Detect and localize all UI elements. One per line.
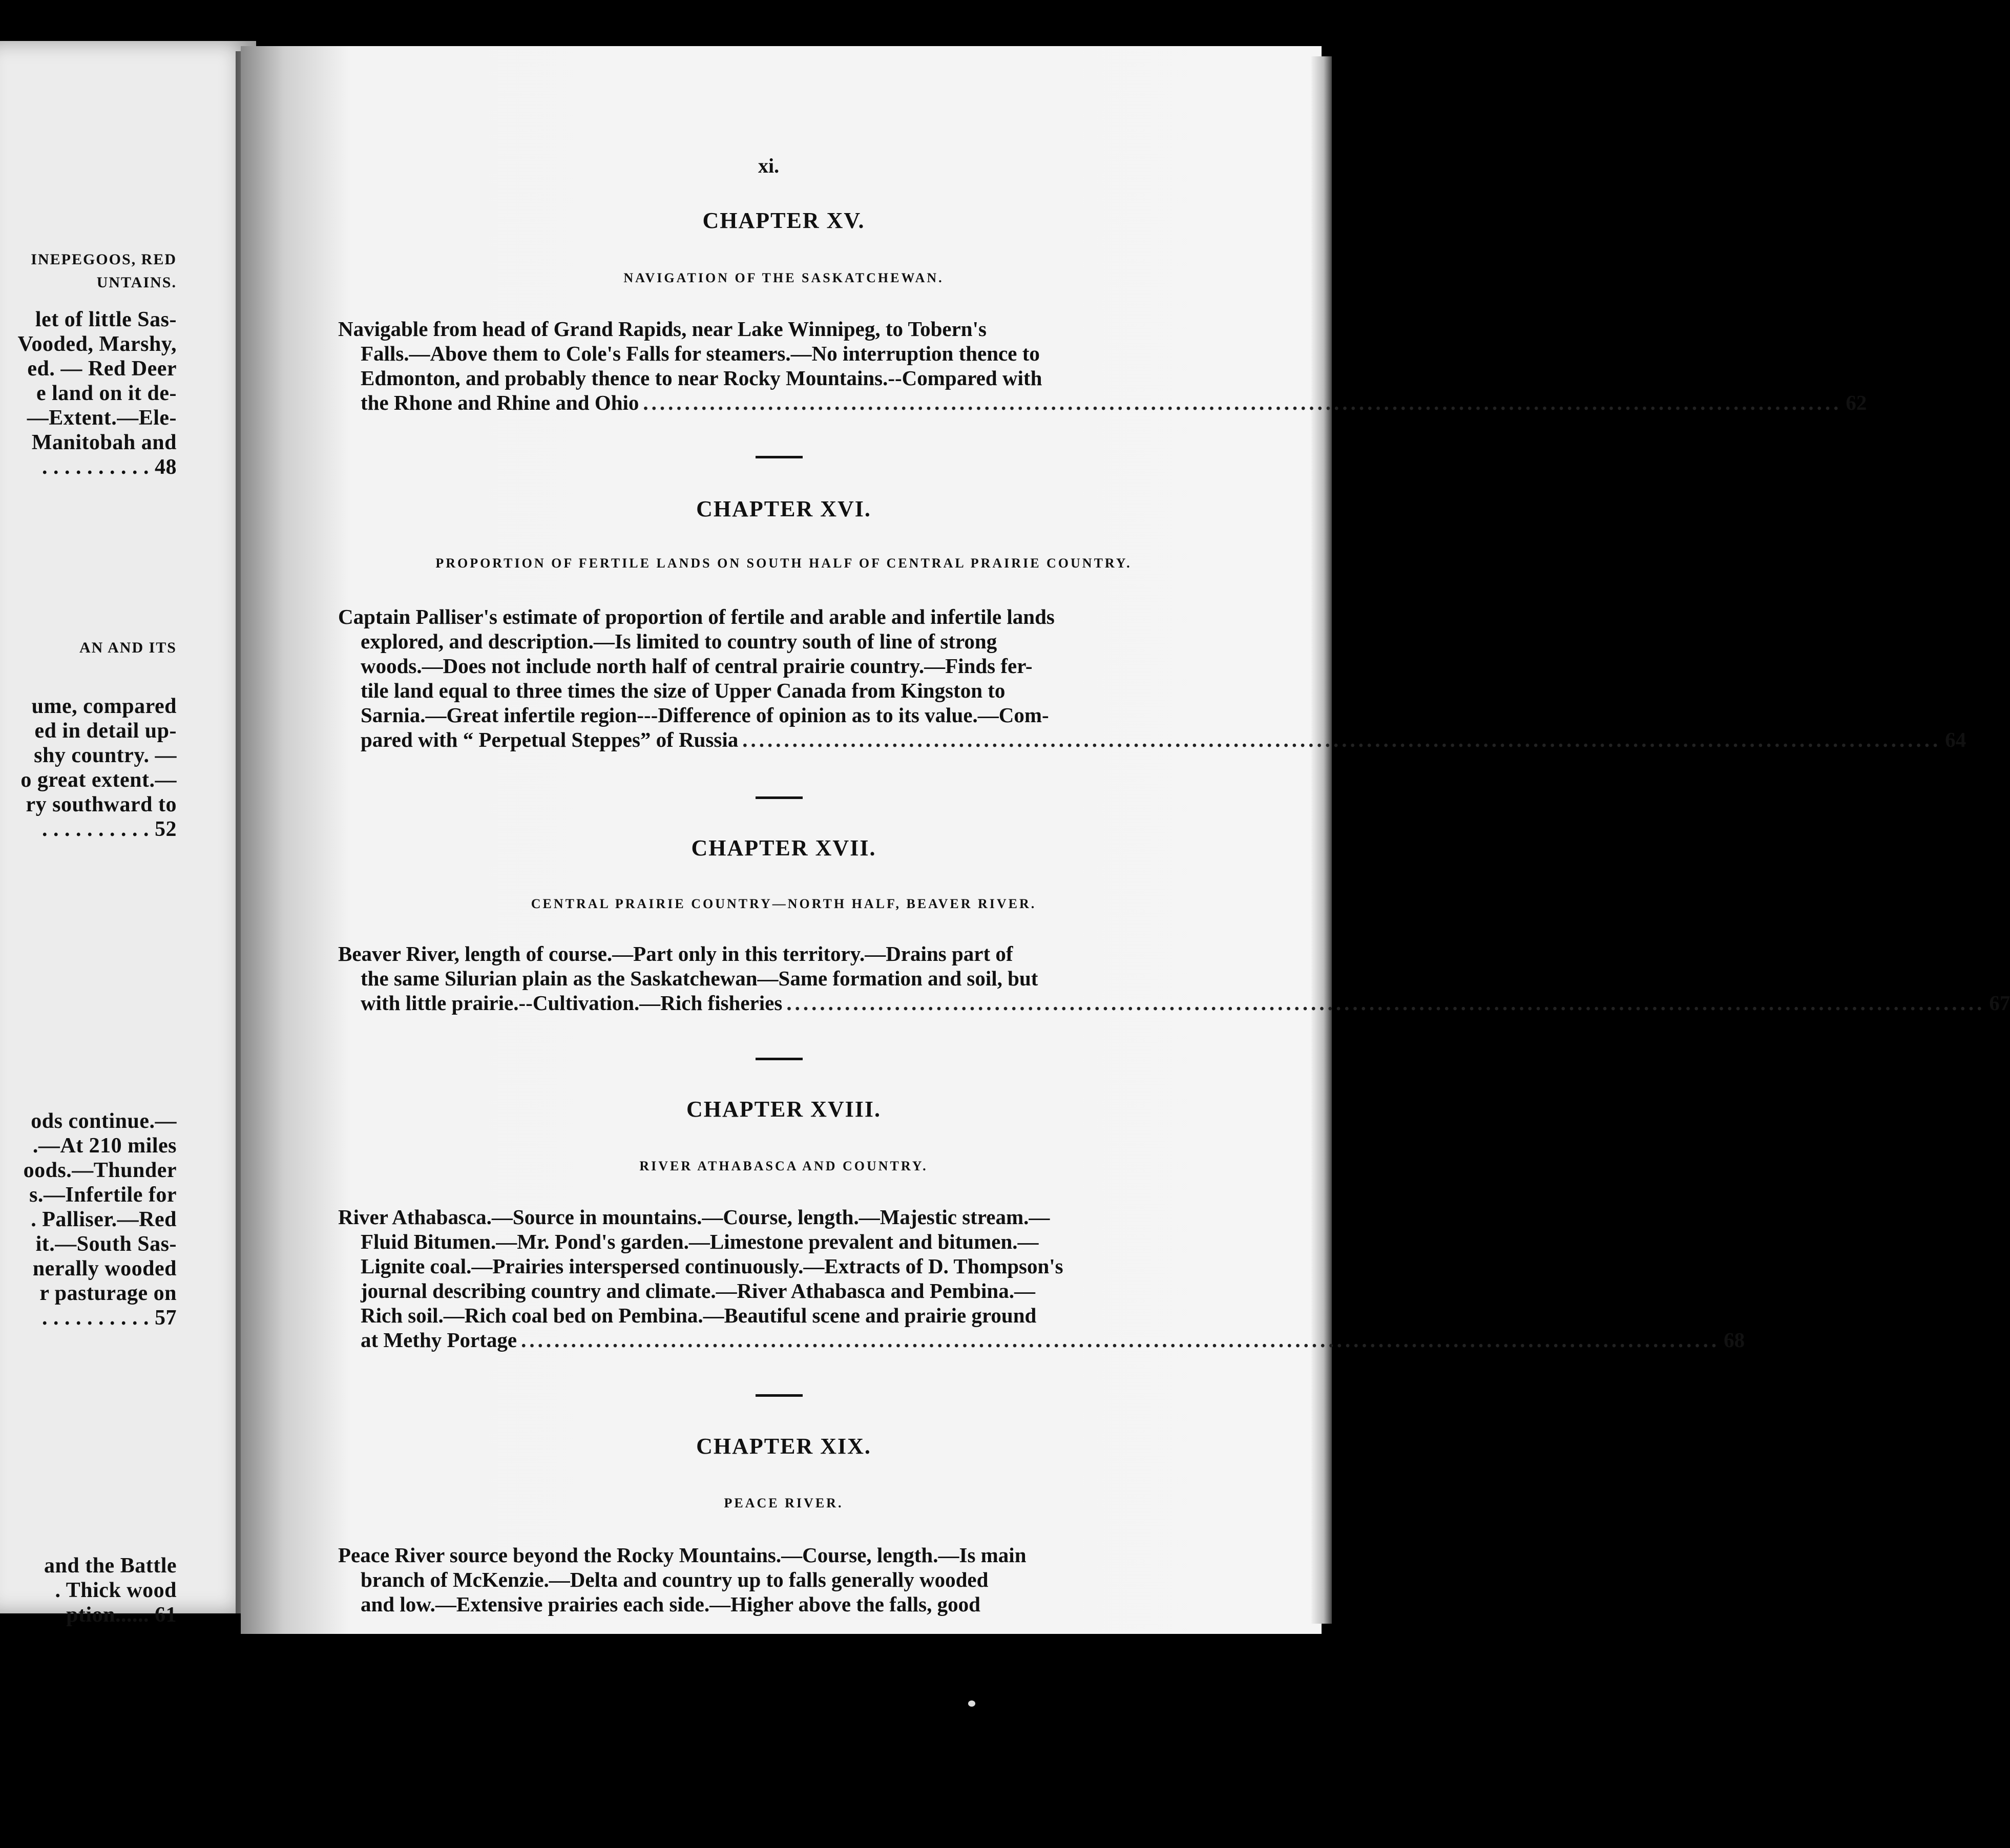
chapter-subtitle: RIVER ATHABASCA AND COUNTRY.: [639, 1159, 928, 1173]
left-page-line: ed. — Red Deer: [27, 357, 177, 381]
chapter-summary: [338, 1205, 1745, 1352]
left-page-line: and the Battle: [44, 1554, 177, 1578]
summary-line: at Methy Portage: [361, 1328, 517, 1352]
left-page-line: UNTAINS.: [96, 274, 177, 291]
chapter-summary: [338, 1543, 1229, 1616]
summary-line: Lignite coal.—Prairies interspersed continuously.—Extracts of D. Thompson's: [361, 1254, 1063, 1278]
left-page-line: ry southward to: [26, 793, 177, 816]
summary-line: Edmonton, and probably thence to near Rocky Mountains.--Compared with: [361, 366, 1042, 390]
summary-line: tile land equal to three times the size of Upper Canada from Kingston to: [361, 679, 1006, 702]
leader-dots: [738, 727, 1945, 752]
page-reference: 64: [1945, 728, 1966, 751]
leader-dots: [639, 390, 1846, 415]
left-page-line: s.—Infertile for: [29, 1183, 177, 1207]
summary-line: and low.—Extensive prairies each side.—Higher above the falls, good: [361, 1592, 980, 1616]
chapter-title: CHAPTER XV.: [702, 208, 865, 233]
chapter-summary: [338, 941, 2010, 1015]
chapter-title: CHAPTER XVIII.: [686, 1097, 882, 1122]
left-page-line: . Palliser.—Red: [31, 1208, 177, 1231]
chapter-title: CHAPTER XVI.: [696, 496, 871, 521]
left-page-line: . . . . . . . . . . 52: [42, 817, 177, 841]
chapter-summary: [338, 317, 1867, 415]
summary-line: Captain Palliser's estimate of proportion of fertile and arable and infertile lands: [338, 605, 1055, 628]
section-rule: [756, 796, 803, 799]
left-page-line: it.—South Sas-: [35, 1232, 177, 1256]
section-rule: [756, 1058, 803, 1060]
summary-last-line: [338, 991, 2010, 1015]
left-page-line: ed in detail up-: [34, 719, 177, 743]
summary-last-line: [338, 727, 1966, 752]
summary-line: woods.—Does not include north half of central prairie country.—Finds fer-: [361, 654, 1033, 678]
chapter-subtitle: PROPORTION OF FERTILE LANDS ON SOUTH HALF OF CENTRAL PRAIRIE COUNTRY.: [435, 556, 1132, 571]
left-page-line: INEPEGOOS, RED: [31, 251, 177, 268]
summary-line: the same Silurian plain as the Saskatchewan—Same formation and soil, but: [361, 967, 1038, 990]
left-page-line: ume, compared: [31, 695, 177, 718]
summary-line: Peace River source beyond the Rocky Mountains.—Course, length.—Is main: [338, 1543, 1027, 1567]
previous-page: [0, 41, 256, 1627]
leader-dots: [782, 991, 1989, 1015]
summary-line: Navigable from head of Grand Rapids, near Lake Winnipeg, to Tobern's: [338, 317, 987, 341]
summary-line: Fluid Bitumen.—Mr. Pond's garden.—Limestone prevalent and bitumen.—: [361, 1230, 1039, 1253]
scan-speck: [968, 1700, 975, 1707]
left-page-line: Vooded, Marshy,: [17, 332, 177, 356]
chapter-subtitle: CENTRAL PRAIRIE COUNTRY—NORTH HALF, BEAVER RIVER.: [531, 896, 1037, 911]
page-reference: 68: [1724, 1328, 1745, 1352]
left-page-line: AN AND ITS: [79, 639, 177, 656]
left-page-line: e land on it de-: [36, 382, 177, 405]
summary-line: journal describing country and climate.—River Athabasca and Pembina.—: [361, 1279, 1035, 1303]
left-page-line: o great extent.—: [20, 768, 177, 792]
summary-line: River Athabasca.—Source in mountains.—Course, length.—Majestic stream.—: [338, 1205, 1050, 1229]
summary-last-line: [338, 1328, 1745, 1352]
left-page-line: shy country. —: [34, 744, 177, 767]
left-page-line: . . . . . . . . . . 48: [42, 455, 177, 479]
summary-line: pared with “ Perpetual Steppes” of Russia: [361, 728, 739, 751]
chapter-subtitle: PEACE RIVER.: [724, 1496, 844, 1510]
left-page-line: . . . . . . . . . . 57: [42, 1306, 177, 1330]
left-page-line: Manitobah and: [31, 431, 177, 454]
left-page-line: r pasturage on: [39, 1282, 177, 1305]
summary-line: Falls.—Above them to Cole's Falls for steamers.—No interruption thence to: [361, 342, 1040, 365]
summary-line: Rich soil.—Rich coal bed on Pembina.—Beautiful scene and prairie ground: [361, 1304, 1037, 1327]
summary-line: branch of McKenzie.—Delta and country up to falls generally wooded: [361, 1568, 989, 1591]
left-page-line: . Thick wood: [55, 1579, 177, 1602]
left-page-line: ption...... 61: [66, 1603, 177, 1627]
left-page-line: ods continue.—: [31, 1109, 177, 1133]
left-page-line: let of little Sas-: [35, 308, 177, 331]
leader-dots: [517, 1328, 1724, 1352]
page-reference: 62: [1846, 391, 1867, 414]
left-page-line: oods.—Thunder: [23, 1159, 177, 1182]
left-page-line: .—At 210 miles: [32, 1134, 177, 1158]
summary-line: with little prairie.--Cultivation.—Rich fisheries: [361, 991, 783, 1015]
chapter-subtitle: NAVIGATION OF THE SASKATCHEWAN.: [623, 270, 944, 285]
summary-last-line: [338, 390, 1867, 415]
summary-line: explored, and description.—Is limited to country south of line of strong: [361, 629, 997, 653]
page-reference: 67: [1989, 991, 2010, 1015]
left-page-line: nerally wooded: [32, 1257, 177, 1280]
summary-line: Beaver River, length of course.—Part only in this territory.—Drains part of: [338, 942, 1013, 965]
chapter-summary: [338, 604, 1966, 752]
chapter-title: CHAPTER XIX.: [696, 1434, 871, 1459]
summary-line: the Rhone and Rhine and Ohio: [361, 391, 639, 414]
page-number: xi.: [758, 154, 780, 177]
section-rule: [756, 456, 803, 458]
summary-line: Sarnia.—Great infertile region---Difference of opinion as to its value.—Com-: [361, 703, 1049, 727]
page-edge: [1311, 56, 1332, 1624]
chapter-title: CHAPTER XVII.: [691, 835, 876, 860]
left-page-line: —Extent.—Ele-: [27, 406, 177, 430]
section-rule: [756, 1394, 803, 1397]
